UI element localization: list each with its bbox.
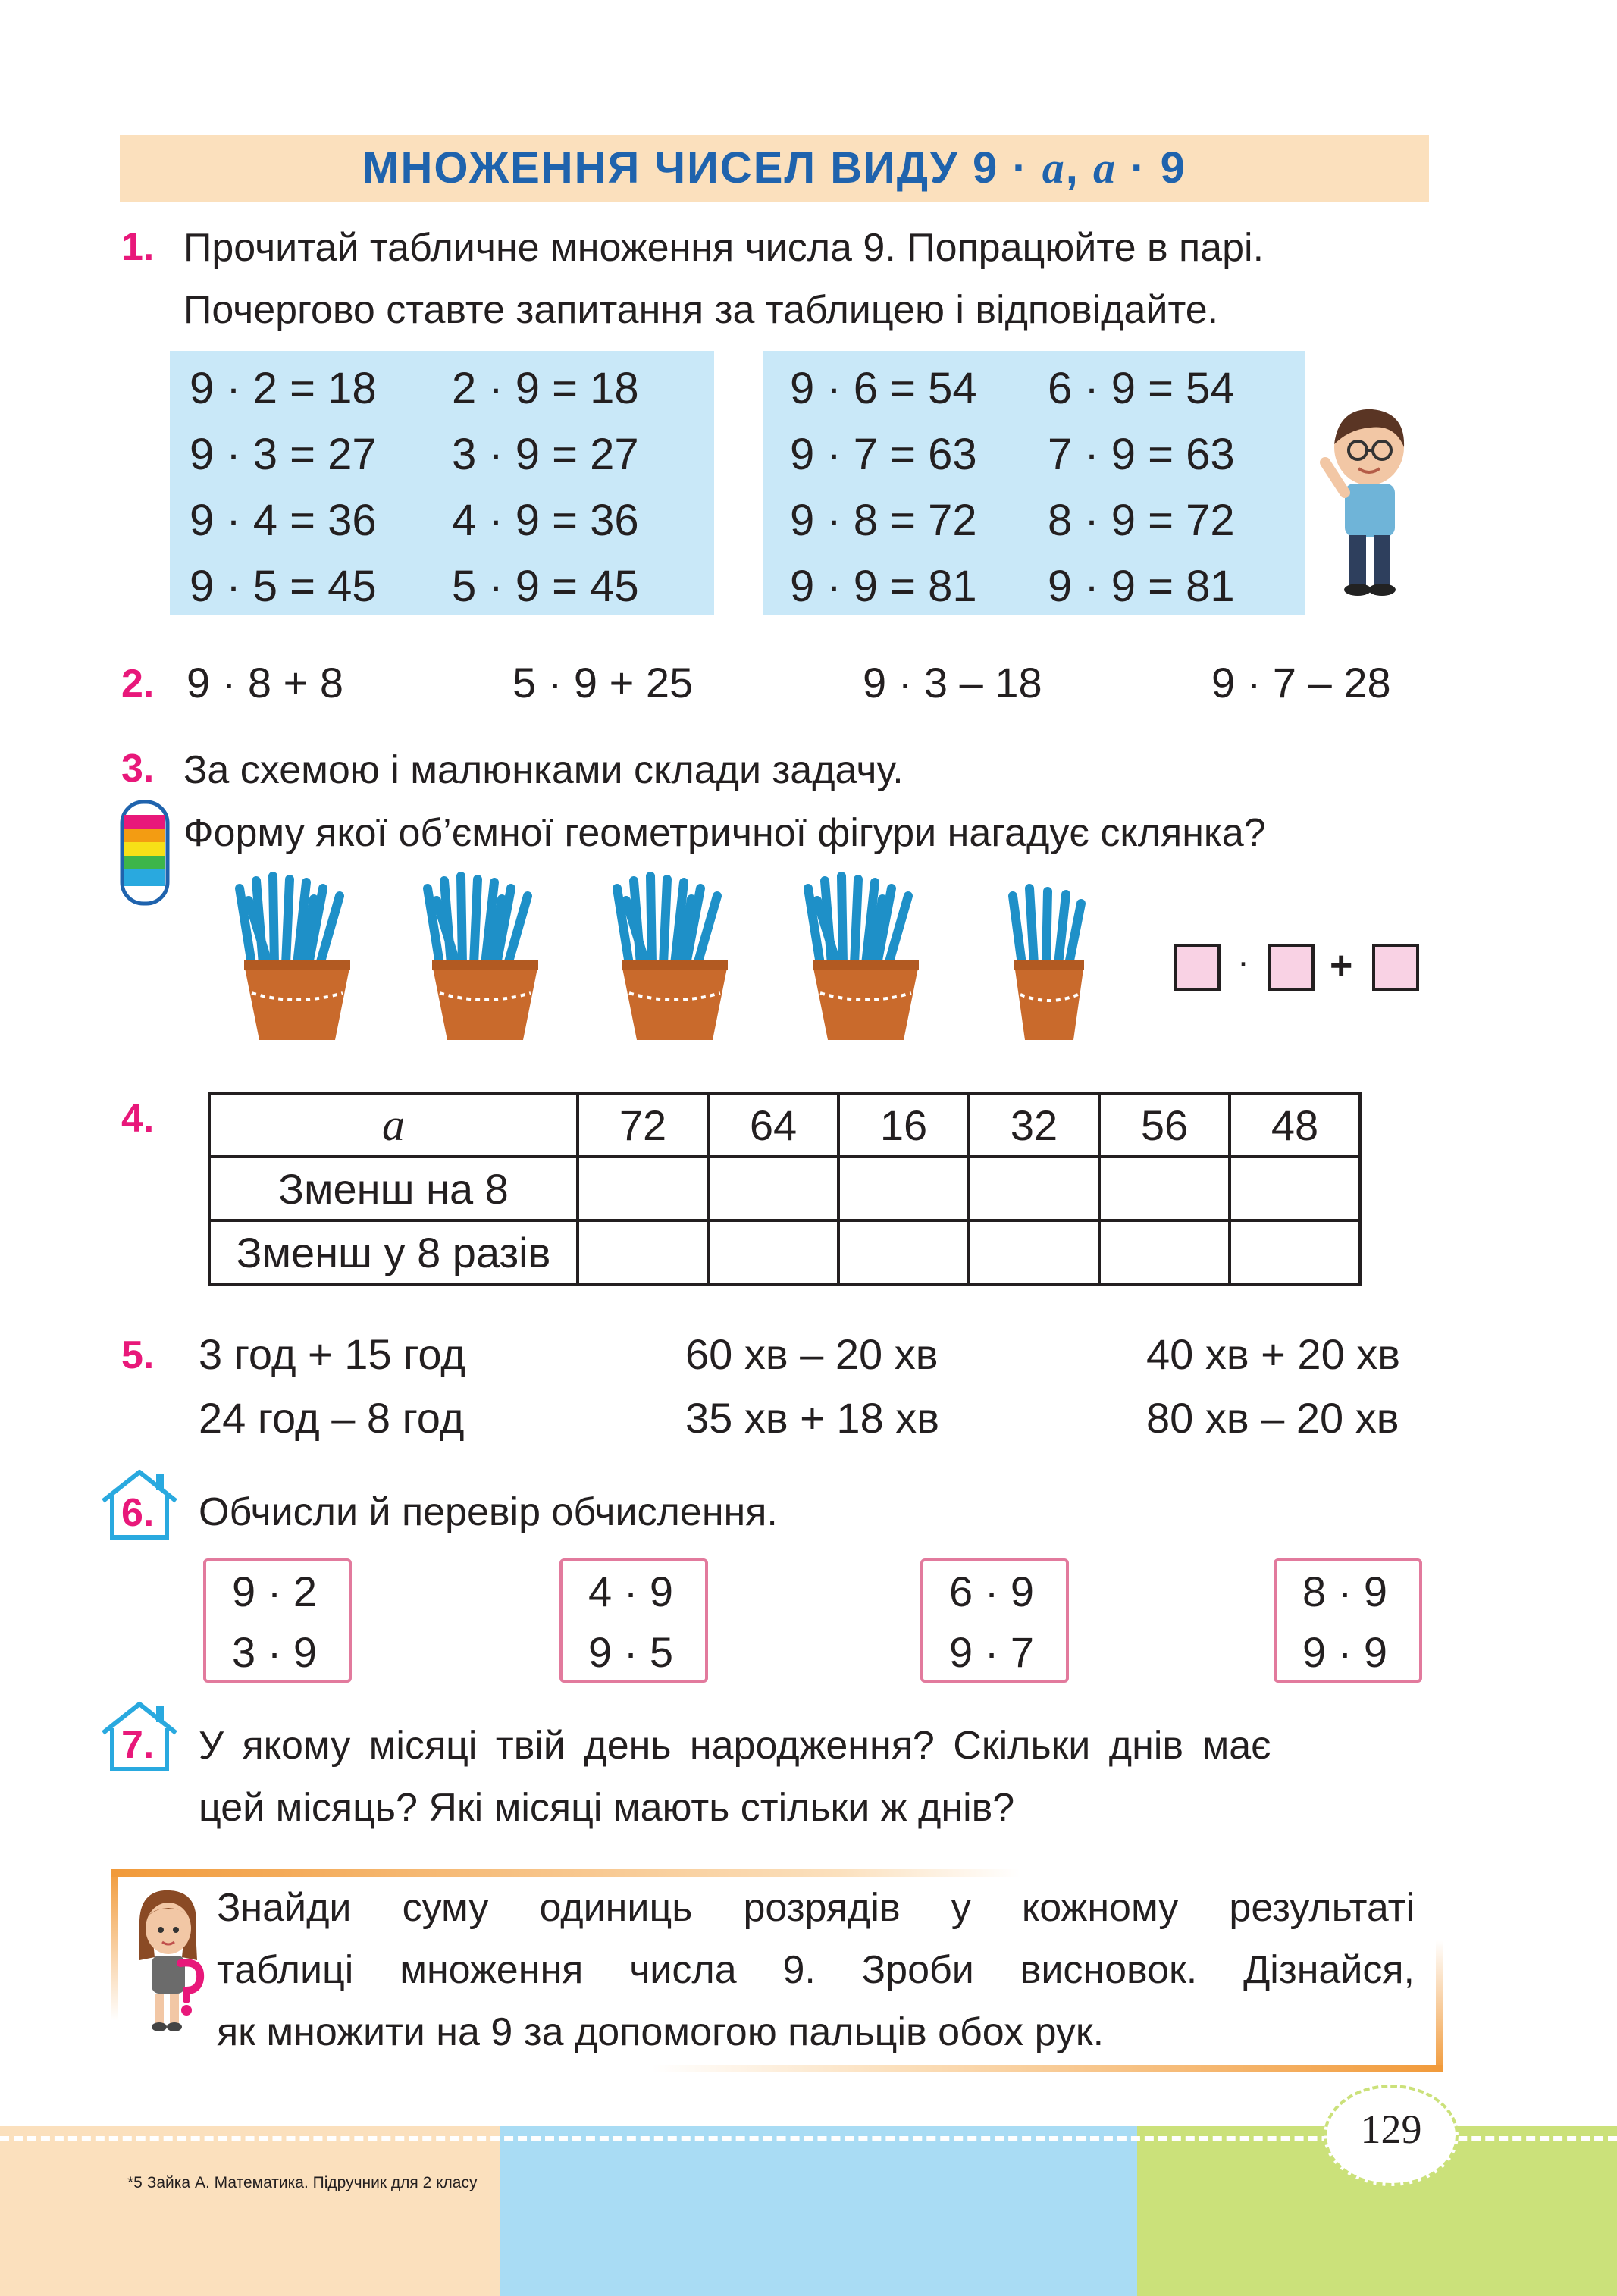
task-5-item: 24 год – 8 год	[199, 1394, 465, 1442]
task-3-line-1: За схемою і малюнками склади задачу.	[183, 748, 904, 792]
left-multiplication-table	[170, 351, 714, 615]
frame-expression: 9 · 7	[949, 1628, 1035, 1676]
task-7-line-2: цей місяць? Які місяці мають стільки ж днів?	[199, 1786, 1015, 1830]
rainbow-pencil-icon	[120, 800, 170, 906]
table-cell: 9 · 4 = 36	[190, 496, 377, 545]
task-5-item: 80 хв – 20 хв	[1146, 1394, 1399, 1442]
task-1-line-2: Почергово ставте запитання за таблицею і відповідайте.	[183, 288, 1219, 332]
pencil-cup-icon	[240, 876, 350, 1040]
table-cell: 8 · 9 = 72	[1048, 496, 1235, 545]
table-cell: 9 · 5 = 45	[190, 562, 377, 611]
task-3-line-2: Форму якої об’ємної геометричної фігури нагадує склянка?	[183, 811, 1266, 855]
check-frame	[1274, 1558, 1422, 1683]
girl-question-illustration	[126, 1884, 209, 2036]
frame-expression: 8 · 9	[1302, 1568, 1388, 1615]
table-cell: 9 · 6 = 54	[790, 364, 977, 413]
table-cell: 4 · 9 = 36	[452, 496, 639, 545]
task-2-number: 2.	[121, 662, 155, 706]
answer-cell[interactable]	[578, 1157, 708, 1220]
table-cell: 9 · 3 = 27	[190, 430, 377, 479]
answer-cell[interactable]	[838, 1157, 969, 1220]
table-header-value: 16	[838, 1093, 969, 1157]
answer-cell[interactable]	[708, 1157, 838, 1220]
pencil-cup-icon	[808, 876, 919, 1040]
pencil-cup-icon	[617, 876, 728, 1040]
answer-cell[interactable]	[1230, 1157, 1360, 1220]
scheme-plus-sign: +	[1330, 944, 1353, 988]
table-header-value: 56	[1099, 1093, 1230, 1157]
table-header-value: 72	[578, 1093, 708, 1157]
task-5-number: 5.	[121, 1333, 155, 1377]
challenge-right-border	[1436, 1940, 1443, 2072]
task-2-expr-2: 5 · 9 + 25	[512, 659, 694, 706]
task-5-item: 40 хв + 20 хв	[1146, 1330, 1401, 1378]
table-header-value: 48	[1230, 1093, 1360, 1157]
task-6-text: Обчисли й перевір обчислення.	[199, 1490, 778, 1534]
frame-expression: 9 · 9	[1302, 1628, 1388, 1676]
page-title: МНОЖЕННЯ ЧИСЕЛ ВИДУ 9 · a, a · 9	[362, 143, 1186, 193]
table-cell: 9 · 8 = 72	[790, 496, 977, 545]
task-4-number: 4.	[121, 1097, 155, 1141]
answer-cell[interactable]	[969, 1157, 1099, 1220]
table-cell: 5 · 9 = 45	[452, 562, 639, 611]
scheme-box[interactable]	[1174, 944, 1221, 991]
table-header-a: a	[209, 1093, 578, 1157]
pencil-cup-small-icon	[1013, 888, 1084, 1040]
answer-cell[interactable]	[1099, 1157, 1230, 1220]
frame-expression: 6 · 9	[949, 1568, 1035, 1615]
table-row	[209, 1220, 1360, 1284]
check-frame	[920, 1558, 1069, 1683]
table-cell: 2 · 9 = 18	[452, 364, 639, 413]
answer-cell[interactable]	[578, 1220, 708, 1284]
task-2-expr-3: 9 · 3 – 18	[863, 659, 1042, 706]
task-1-number: 1.	[121, 225, 155, 269]
task-4-table	[208, 1092, 1362, 1286]
answer-cell[interactable]	[838, 1220, 969, 1284]
frame-expression: 3 · 9	[232, 1628, 318, 1676]
row-label: Зменш на 8	[209, 1157, 578, 1220]
task-5-item: 35 хв + 18 хв	[685, 1394, 940, 1442]
table-cell: 9 · 2 = 18	[190, 364, 377, 413]
scheme-box[interactable]	[1372, 944, 1419, 991]
table-row	[209, 1093, 1360, 1157]
answer-cell[interactable]	[969, 1220, 1099, 1284]
challenge-line-2: таблиці множення числа 9. Зроби висновок. Дізнайся,	[217, 1948, 1415, 1992]
challenge-line-1: Знайди суму одиниць розрядів у кожному результаті	[217, 1886, 1415, 1930]
frame-expression: 9 · 5	[588, 1628, 674, 1676]
check-frame	[203, 1558, 352, 1683]
task-1-line-1: Прочитай табличне множення числа 9. Попрацюйте в парі.	[183, 226, 1264, 270]
pencil-cups-illustration	[221, 866, 1116, 1048]
answer-cell[interactable]	[1230, 1220, 1360, 1284]
task-7-number: 7.	[121, 1723, 155, 1767]
challenge-top-border	[111, 1869, 1020, 1877]
footer-note: *5 Зайка А. Математика. Підручник для 2 класу	[127, 2174, 478, 2191]
footer-band-peach	[0, 2126, 500, 2296]
challenge-line-3: як множити на 9 за допомогою пальців обох рук.	[217, 2010, 1105, 2054]
table-header-value: 64	[708, 1093, 838, 1157]
check-frame	[559, 1558, 708, 1683]
pencil-cup-icon	[428, 876, 538, 1040]
frame-expression: 9 · 2	[232, 1568, 318, 1615]
scheme-multiply-sign: ·	[1237, 942, 1249, 982]
row-label: Зменш у 8 разів	[209, 1220, 578, 1284]
table-cell: 3 · 9 = 27	[452, 430, 639, 479]
challenge-bottom-border	[652, 2065, 1443, 2072]
table-cell: 9 · 9 = 81	[1048, 562, 1235, 611]
frame-expression: 4 · 9	[588, 1568, 674, 1615]
task-2-expr-1: 9 · 8 + 8	[186, 659, 344, 706]
task-3-number: 3.	[121, 747, 155, 791]
boy-illustration	[1316, 402, 1418, 596]
footer-band-blue	[500, 2126, 1137, 2296]
table-cell: 9 · 9 = 81	[790, 562, 977, 611]
table-cell: 9 · 7 = 63	[790, 430, 977, 479]
task-5-item: 3 год + 15 год	[199, 1330, 465, 1378]
right-multiplication-table	[763, 351, 1305, 615]
task-6-number: 6.	[121, 1491, 155, 1535]
task-5-item: 60 хв – 20 хв	[685, 1330, 939, 1378]
scheme-box[interactable]	[1268, 944, 1315, 991]
table-cell: 7 · 9 = 63	[1048, 430, 1235, 479]
table-row	[209, 1157, 1360, 1220]
task-2-expr-4: 9 · 7 – 28	[1211, 659, 1391, 706]
table-header-value: 32	[969, 1093, 1099, 1157]
page-number: 129	[1360, 2106, 1422, 2152]
answer-cell[interactable]	[1099, 1220, 1230, 1284]
task-7-line-1: У якому місяці твій день народження? Скільки днів має	[199, 1724, 1271, 1768]
answer-cell[interactable]	[708, 1220, 838, 1284]
table-cell: 6 · 9 = 54	[1048, 364, 1235, 413]
challenge-left-border	[111, 1869, 118, 2021]
